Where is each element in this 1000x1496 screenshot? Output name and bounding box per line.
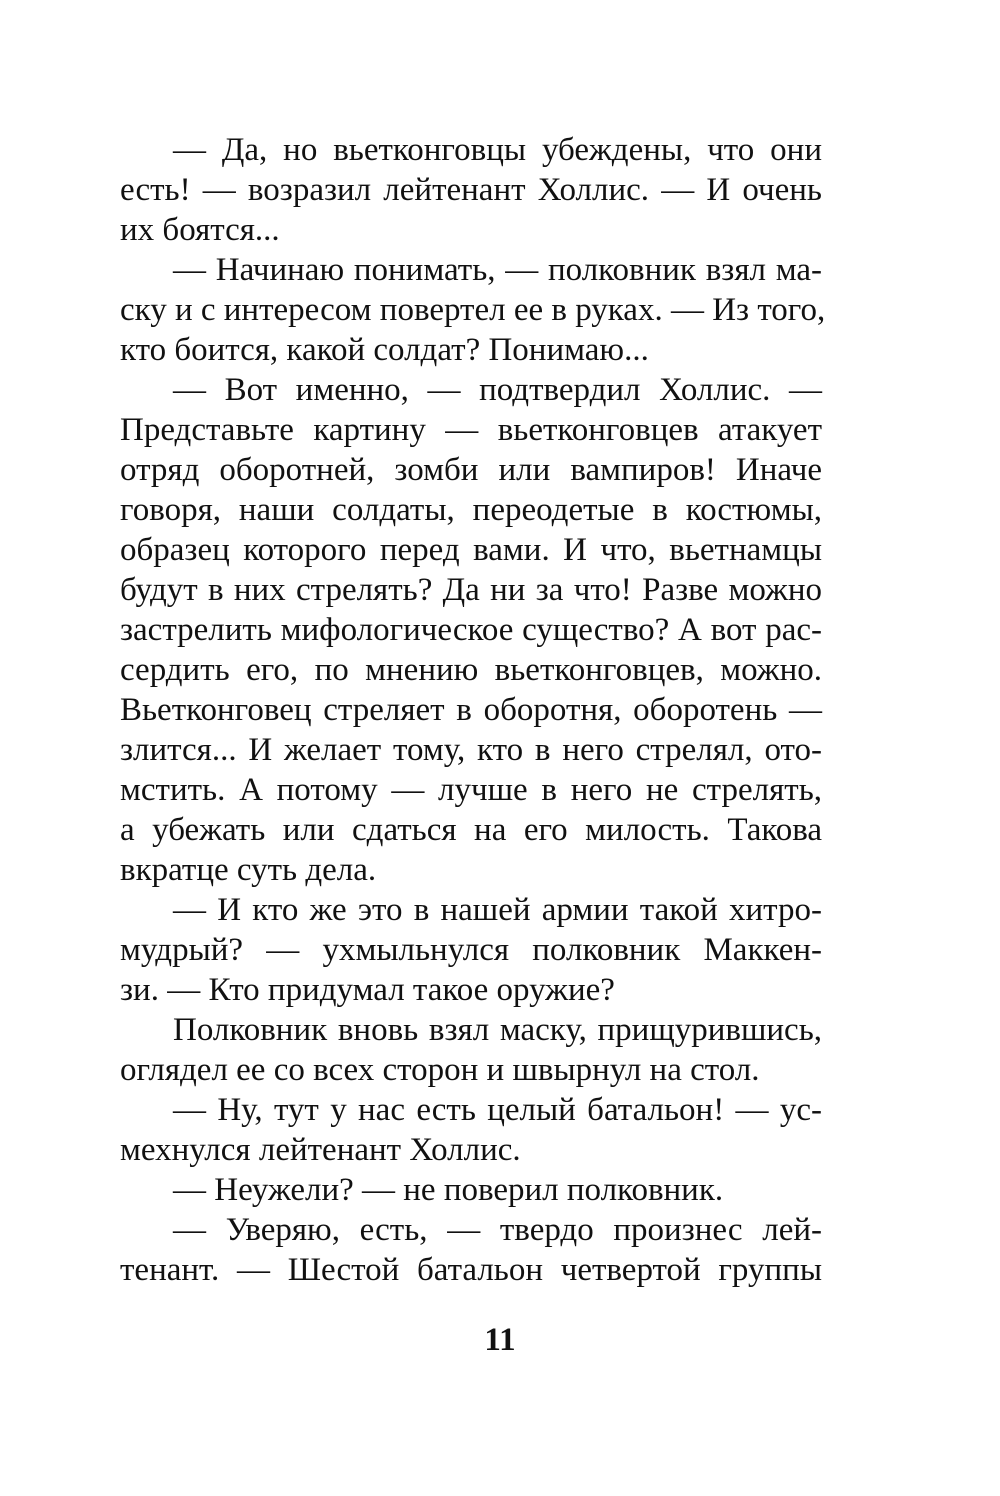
- text-line: застрелить мифологическое существо? А вот рас-: [120, 612, 822, 648]
- text-line: — Да, но вьетконговцы убеждены, что они: [173, 132, 822, 168]
- text-line: оглядел ее со всех сторон и швырнул на стол.: [120, 1052, 760, 1088]
- text-line: мудрый? — ухмыльнулся полковник Маккен-: [120, 932, 822, 968]
- text-line: говоря, наши солдаты, переодетые в костюмы,: [120, 492, 822, 528]
- page-number: 11: [484, 1322, 516, 1358]
- text-line: злится... И желает тому, кто в него стрелял, ото-: [120, 732, 822, 768]
- text-line: отряд оборотней, зомби или вампиров! Иначе: [120, 452, 822, 488]
- body-text: [120, 130, 826, 1290]
- text-line: ску и с интересом повертел ее в руках. — Из того,: [120, 292, 826, 328]
- text-line: сердить его, по мнению вьетконговцев, можно.: [120, 652, 822, 688]
- text-line: тенант. — Шестой батальон четвертой группы: [120, 1252, 822, 1288]
- text-line: вкратце суть дела.: [120, 852, 377, 888]
- text-line: образец которого перед вами. И что, вьетнамцы: [120, 532, 822, 568]
- text-line: зи. — Кто придумал такое оружие?: [120, 972, 615, 1008]
- text-line: мехнулся лейтенант Холлис.: [120, 1132, 521, 1168]
- text-line: будут в них стрелять? Да ни за что! Разве можно: [120, 572, 822, 608]
- text-line: — И кто же это в нашей армии такой хитро-: [173, 892, 822, 928]
- text-line: их боятся...: [120, 212, 280, 248]
- text-line: есть! — возразил лейтенант Холлис. — И очень: [120, 172, 822, 208]
- text-line: кто боится, какой солдат? Понимаю...: [120, 332, 649, 368]
- text-line: — Неужели? — не поверил полковник.: [173, 1172, 724, 1208]
- text-line: — Уверяю, есть, — твердо произнес лей-: [173, 1212, 822, 1248]
- text-line: — Начинаю понимать, — полковник взял ма-: [173, 252, 822, 288]
- text-line: а убежать или сдаться на его милость. Такова: [120, 812, 822, 848]
- text-line: мстить. А потому — лучше в него не стрелять,: [120, 772, 822, 808]
- text-line: Вьетконговец стреляет в оборотня, оборотень —: [120, 692, 822, 728]
- text-line: — Вот именно, — подтвердил Холлис. —: [173, 372, 822, 408]
- text-line: Полковник вновь взял маску, прищурившись,: [173, 1012, 822, 1048]
- text-line: — Ну, тут у нас есть целый батальон! — ус-: [173, 1092, 822, 1128]
- text-line: Представьте картину — вьетконговцев атакует: [120, 412, 822, 448]
